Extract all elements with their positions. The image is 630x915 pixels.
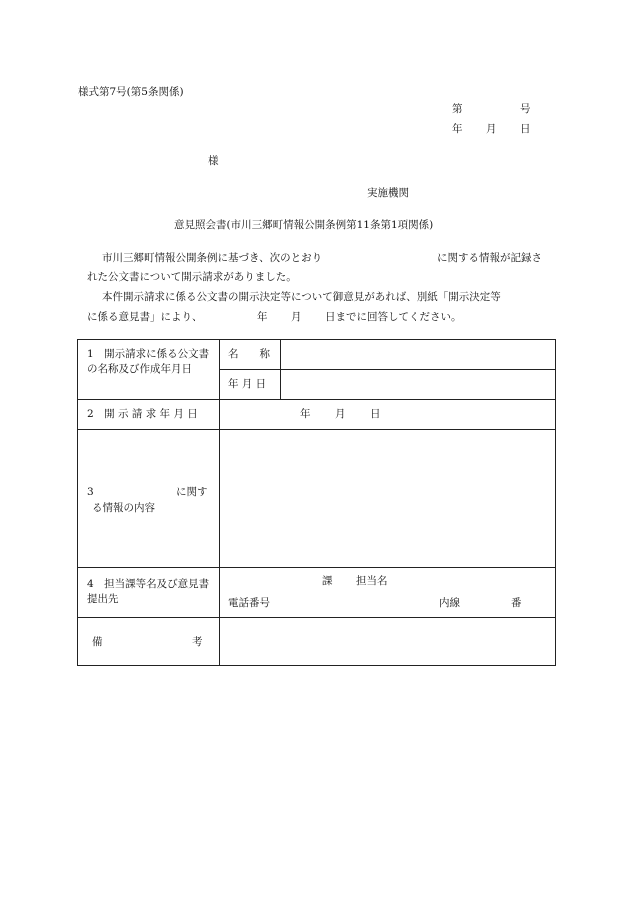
row3-value-cell[interactable]	[220, 430, 556, 568]
addressee-suffix: 様	[208, 155, 219, 167]
date-year-label: 年	[452, 123, 463, 135]
row4-label-cell	[78, 568, 220, 618]
row2-year: 年	[300, 408, 311, 420]
document-number-suffix: 号	[520, 103, 531, 115]
date-month-label: 月	[486, 123, 497, 135]
row3-label-suffix: に関す	[176, 486, 208, 498]
row1-date-label: 年 月 日	[228, 378, 267, 390]
date-day-label: 日	[520, 123, 531, 135]
row1-label-cell	[78, 340, 220, 400]
row1-label: 1 開示請求に係る公文書の名称及び作成年月日	[87, 348, 210, 376]
row3-label-cell	[78, 430, 220, 568]
row2-month: 月	[335, 408, 346, 420]
body-line-4a: に係る意見書」により、	[87, 311, 203, 323]
row3-label-num: 3	[87, 486, 94, 498]
document-title: 意見照会書(市川三郷町情報公開条例第11条第1項関係)	[174, 219, 434, 231]
row3-label-line2: る情報の内容	[92, 502, 155, 514]
row4-ban: 番	[511, 597, 522, 609]
body-line-2: れた公文書について開示請求がありました。	[87, 271, 297, 283]
row5-label-a: 備	[92, 636, 103, 648]
row2-value-cell[interactable]	[220, 400, 556, 430]
body-line-1a: 市川三郷町情報公開条例に基づき、次のとおり	[102, 252, 323, 264]
row1-name-label-cell	[220, 340, 281, 370]
body-line-4-month: 月	[291, 311, 302, 323]
row4-value-cell[interactable]	[220, 568, 556, 618]
row4-naisen: 内線	[439, 597, 460, 609]
body-line-1b: に関する情報が記録さ	[437, 252, 542, 264]
document-number-prefix: 第	[452, 103, 463, 115]
row4-ka: 課	[322, 575, 333, 587]
row4-tel: 電話番号	[228, 597, 270, 609]
row5-label-b: 考	[192, 636, 203, 648]
row1-name-value-cell[interactable]	[281, 340, 556, 370]
row4-label: 4 担当課等名及び意見書提出先	[87, 578, 210, 606]
row2-label-cell	[78, 400, 220, 430]
row1-date-value-cell[interactable]	[281, 370, 556, 400]
row5-label-cell	[78, 618, 220, 666]
row5-value-cell[interactable]	[220, 618, 556, 666]
body-line-4-year: 年	[257, 311, 268, 323]
form-table	[77, 339, 556, 666]
row2-label: 2 開 示 請 求 年 月 日	[87, 408, 198, 420]
row4-tantou: 担当名	[356, 575, 388, 587]
body-line-4b: 日までに回答してください。	[325, 311, 462, 323]
row1-date-label-cell	[220, 370, 281, 400]
row1-name-label: 名 称	[228, 348, 270, 360]
sender-name: 実施機関	[367, 187, 409, 199]
body-line-3: 本件開示請求に係る公文書の開示決定等について御意見があれば、別紙「開示決定等	[102, 291, 501, 303]
form-number: 様式第7号(第5条関係)	[78, 86, 184, 98]
row2-day: 日	[370, 408, 381, 420]
